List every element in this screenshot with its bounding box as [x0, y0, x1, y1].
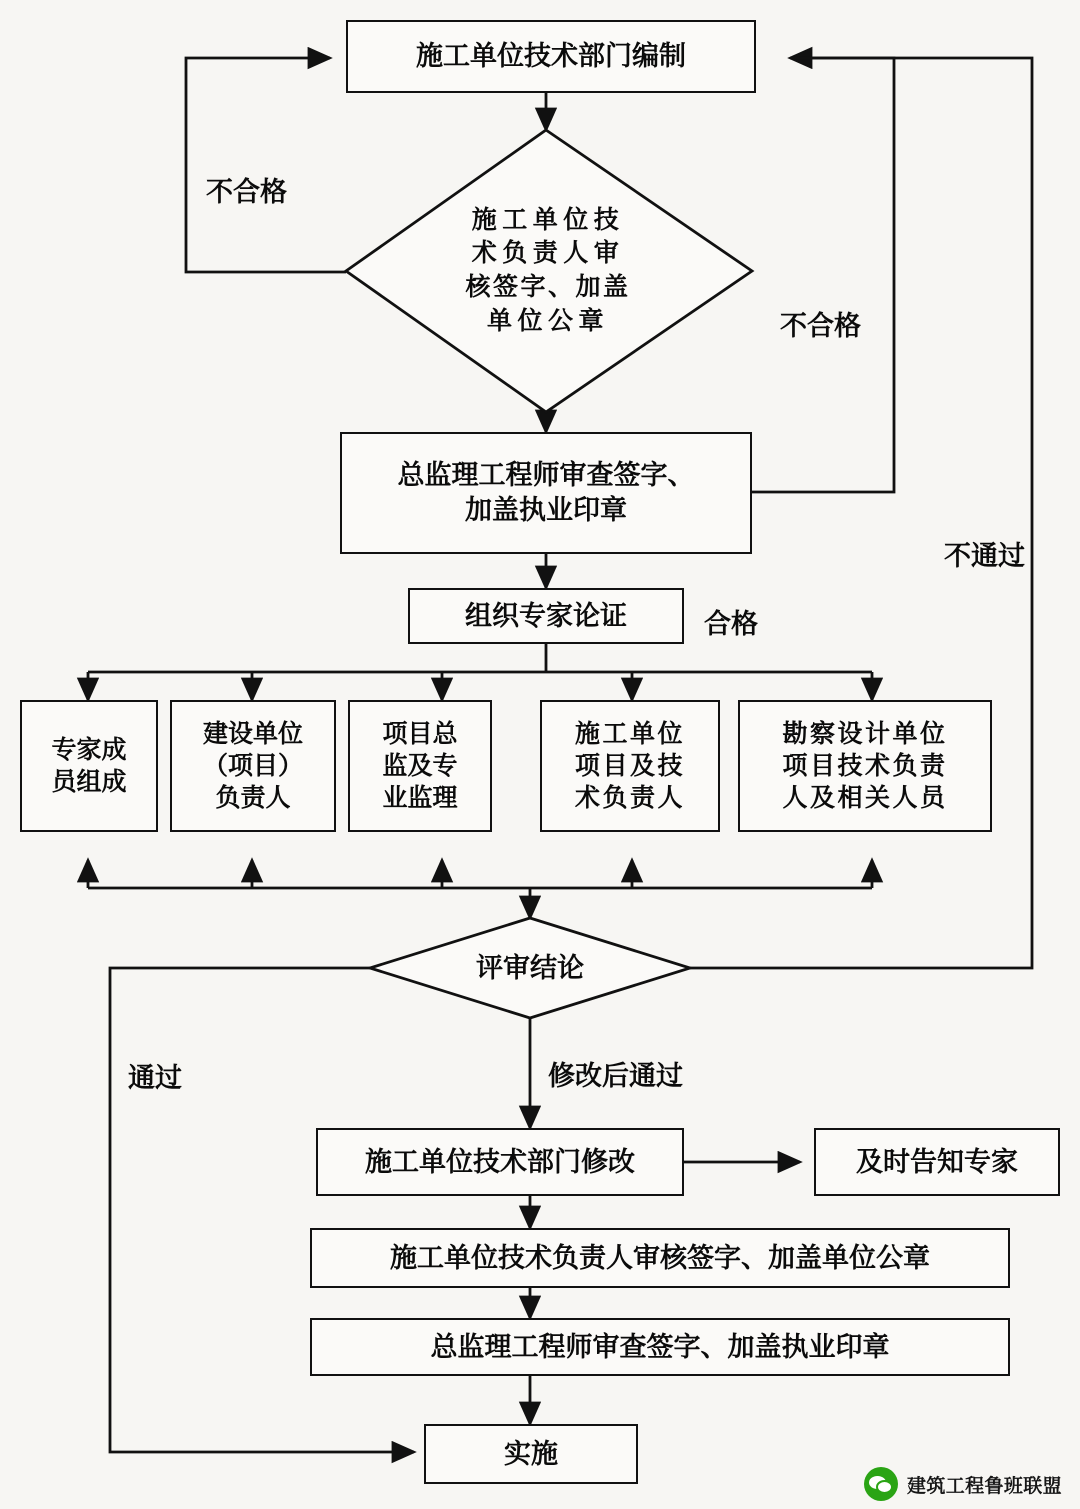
edge-label-pass-after-revision: 修改后通过 [548, 1061, 683, 1091]
node-label-line-2: 监及专 [382, 752, 458, 780]
node-label-line-2: 术负责人审 [471, 239, 625, 268]
edge-label-passed: 通过 [128, 1063, 182, 1093]
edge-label-unqualified-1: 不合格 [206, 177, 287, 207]
watermark-label: 建筑工程鲁班联盟 [906, 1475, 1062, 1497]
node-expert-members[interactable] [20, 700, 158, 832]
node-label-line-1: 专家成 [51, 736, 127, 764]
node-label-line-3: 负责人 [215, 784, 291, 812]
node-label-line-2: 加盖执业印章 [465, 495, 627, 525]
edge-n2-n1-fail [186, 58, 346, 272]
node-label: 实施 [504, 1438, 558, 1469]
node-chief-supervisor-review[interactable] [340, 432, 752, 554]
node-label-line-1: 总监理工程师审查签字、 [397, 460, 695, 491]
wechat-icon [864, 1467, 898, 1501]
node-label-line-3: 业监理 [382, 784, 458, 812]
node-tech-dept-revise[interactable] [316, 1128, 684, 1196]
node-tech-leader-sign-seal[interactable] [310, 1228, 1010, 1288]
node-construction-owner-leader[interactable] [170, 700, 336, 832]
node-label: 评审结论 [476, 952, 584, 983]
node-compile-by-tech-dept[interactable] [346, 20, 756, 93]
node-label-line-2: 项目及技 [574, 752, 685, 780]
node-project-supervisors[interactable] [348, 700, 492, 832]
node-label-line-1: 勘察设计单位 [782, 720, 948, 748]
node-label: 总监理工程师审查签字、加盖执业印章 [430, 1331, 890, 1362]
node-label: 施工单位技术部门编制 [416, 41, 686, 72]
node-implement[interactable] [424, 1424, 638, 1484]
node-tech-leader-review[interactable] [400, 196, 696, 346]
edge-label-qualified: 合格 [704, 609, 758, 639]
node-label-line-1: 项目总 [382, 720, 458, 748]
edge-n10-n15-pass [110, 968, 414, 1452]
node-label-line-3: 术负责人 [574, 784, 685, 812]
watermark [864, 1467, 1062, 1501]
node-label-line-2: 员组成 [51, 768, 127, 796]
node-label: 及时告知专家 [856, 1146, 1018, 1177]
node-label-line-1: 施工单位 [574, 720, 685, 748]
node-label: 施工单位技术负责人审核签字、加盖单位公章 [390, 1242, 930, 1273]
node-label: 组织专家论证 [465, 600, 627, 631]
node-review-conclusion[interactable] [430, 948, 630, 988]
node-label: 施工单位技术部门修改 [365, 1146, 635, 1177]
edge-n3-n1-fail [752, 58, 894, 492]
node-label-line-1: 施工单位技 [471, 205, 625, 234]
node-survey-design-unit-staff[interactable] [738, 700, 992, 832]
node-label-line-3: 人及相关人员 [782, 784, 948, 812]
node-label-line-2: （项目） [202, 752, 303, 780]
node-notify-experts[interactable] [814, 1128, 1060, 1196]
node-label-line-4: 单位公章 [486, 306, 609, 335]
node-chief-supervisor-sign-seal[interactable] [310, 1318, 1010, 1376]
node-label-line-3: 核签字、加盖 [465, 273, 631, 301]
node-contractor-project-tech-leader[interactable] [540, 700, 720, 832]
node-label-line-1: 建设单位 [202, 720, 303, 748]
node-organize-expert-review[interactable] [408, 588, 684, 644]
edge-label-unqualified-2: 不合格 [780, 311, 861, 341]
edge-label-not-passed: 不通过 [944, 541, 1025, 571]
node-label-line-2: 项目技术负责 [782, 752, 948, 780]
